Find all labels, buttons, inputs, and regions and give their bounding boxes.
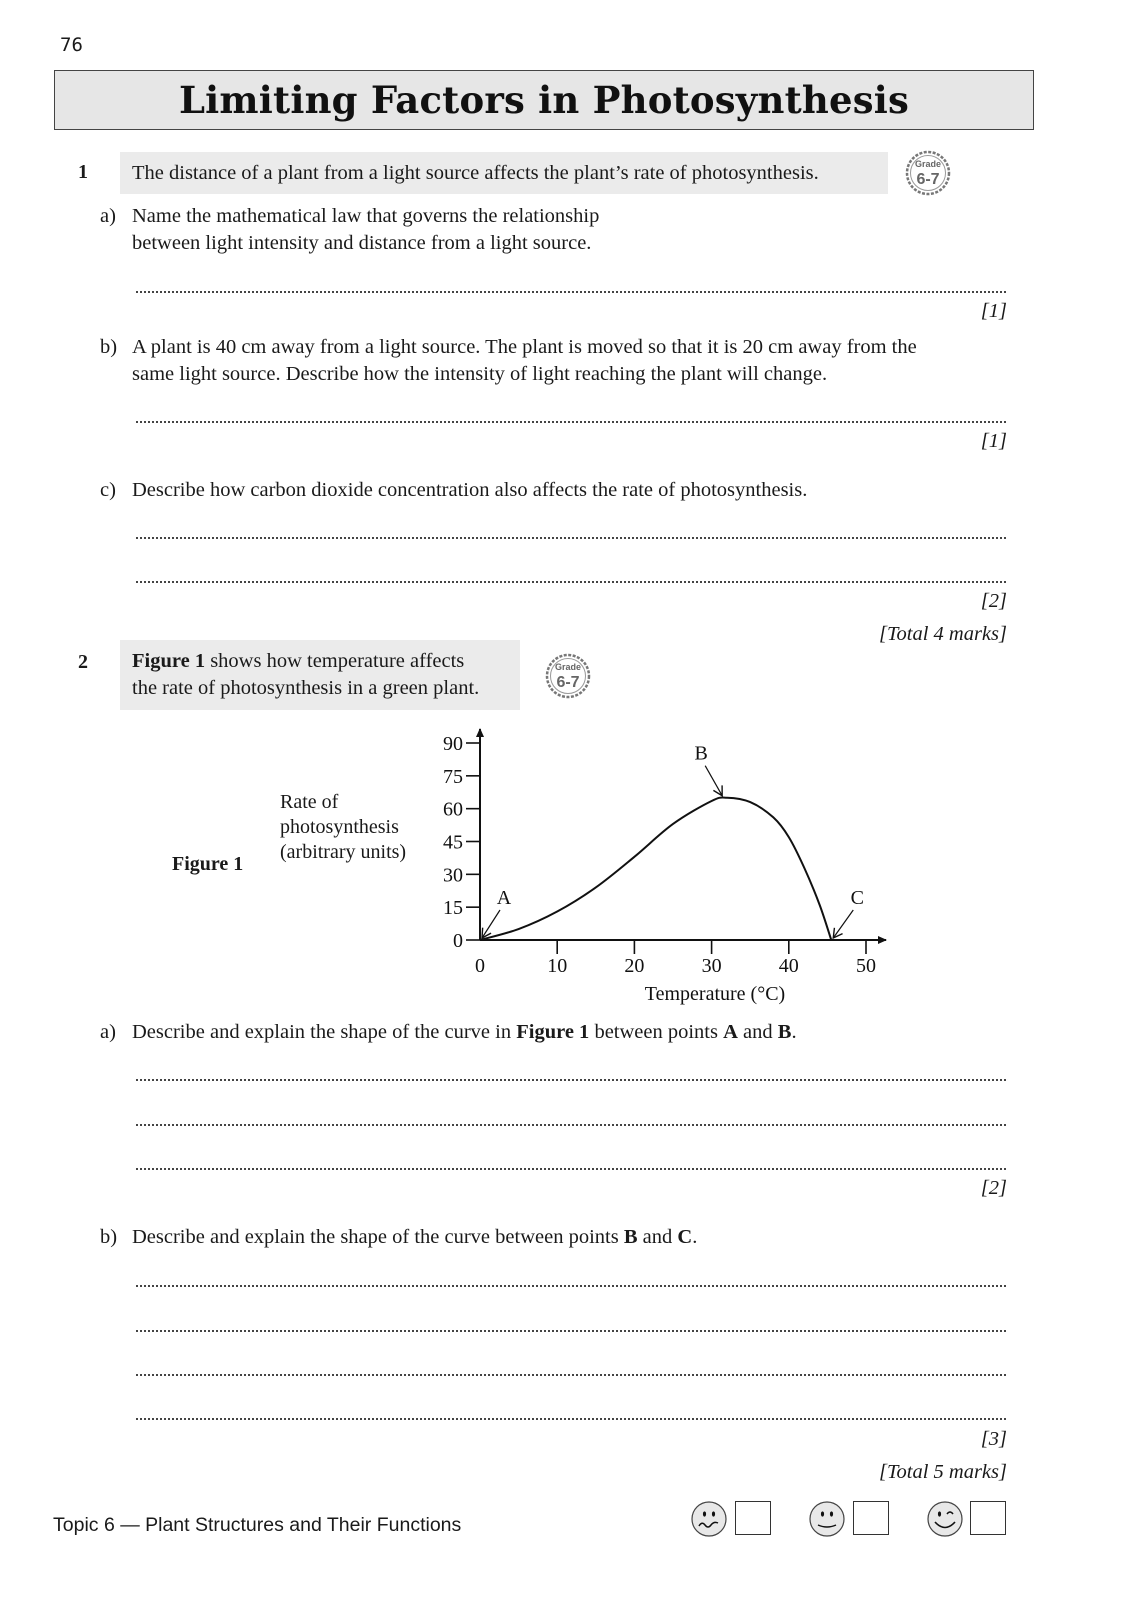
question-2a-text [132, 1019, 797, 1046]
y-tick-label: 90 [443, 733, 463, 755]
annotation-label-a: A [496, 887, 512, 909]
x-tick-label: 40 [778, 955, 799, 977]
winking-face-icon [926, 1500, 964, 1538]
y-axis-label-line: (arbitrary units) [280, 841, 407, 863]
y-tick-label: 0 [453, 930, 463, 952]
y-tick-label: 15 [443, 897, 463, 920]
page-footer-topic: Topic 6 — Plant Structures and Their Functions [53, 1514, 462, 1536]
y-tick-label: 45 [443, 831, 463, 854]
x-tick-label: 20 [624, 955, 645, 977]
question-2b-text-part: . [692, 1226, 698, 1248]
y-axis-label-line: Rate of [280, 791, 339, 813]
figure-reference: Figure 1 [516, 1021, 590, 1043]
x-tick-label: 0 [475, 955, 485, 977]
question-2b-text-part: and [637, 1226, 678, 1248]
figure-reference: Figure 1 [132, 650, 206, 672]
question-1b-line-1: A plant is 40 cm away from a light source. The plant is moved so that it is 20 cm away from the [132, 336, 917, 358]
x-tick-label: 30 [701, 955, 722, 977]
question-1-stem-text: The distance of a plant from a light source affects the plant’s rate of photosynthesis. [132, 161, 819, 184]
answer-line[interactable] [136, 1374, 1006, 1376]
question-1-total-marks: [Total 4 marks] [879, 623, 1007, 645]
series-line-rate [480, 798, 831, 940]
point-c-reference: C [677, 1226, 693, 1248]
question-1c-label: c) [100, 479, 116, 501]
y-tick-label: 60 [443, 798, 463, 821]
y-axis-label-line: photosynthesis [280, 816, 399, 838]
y-tick-label: 75 [443, 765, 463, 788]
annotation-arrow-c [833, 910, 853, 938]
figure-label: Figure 1 [172, 853, 244, 875]
answer-line[interactable] [136, 1330, 1006, 1332]
question-2a-label: a) [100, 1021, 116, 1043]
answer-line[interactable] [136, 1124, 1006, 1126]
x-tick-label: 50 [856, 955, 876, 977]
page-title: Limiting Factors in Photosynthesis [178, 78, 910, 122]
question-2b-label: b) [100, 1226, 118, 1248]
grade-badge-label: Grade [914, 159, 942, 169]
grade-badge-value: 6-7 [556, 674, 580, 691]
question-2-number: 2 [78, 651, 88, 673]
question-1c-marks: [2] [980, 590, 1007, 612]
neutral-face-icon [808, 1500, 846, 1538]
question-1b-label: b) [100, 336, 118, 358]
self-assessment-checkbox-medium[interactable] [853, 1501, 889, 1535]
annotation-arrow-b [705, 766, 722, 796]
question-2a-text-part: Describe and explain the shape of the curve in [132, 1021, 517, 1043]
question-1a-line-1: Name the mathematical law that governs the relationship [132, 205, 600, 227]
annotation-label-b: B [694, 742, 708, 765]
page-number: 76 [60, 34, 83, 56]
answer-line[interactable] [136, 1285, 1006, 1287]
self-assessment-checkbox-high[interactable] [970, 1501, 1006, 1535]
worried-face-icon [690, 1500, 728, 1538]
answer-line[interactable] [136, 1168, 1006, 1170]
x-tick-label: 10 [547, 955, 568, 977]
question-2-stem-line-2: the rate of photosynthesis in a green plant. [132, 677, 480, 699]
question-1a-line-2: between light intensity and distance from a light source. [132, 232, 592, 254]
question-2-stem-line-1: shows how temperature affects [205, 650, 465, 672]
question-1c-line-1: Describe how carbon dioxide concentration also affects the rate of photosynthesis. [132, 479, 808, 501]
question-2a-text-part: between points [589, 1021, 724, 1043]
annotation-label-c: C [850, 887, 864, 909]
x-axis-label: Temperature (°C) [644, 983, 786, 1005]
question-2b-marks: [3] [980, 1428, 1007, 1450]
point-a-reference: A [723, 1021, 738, 1043]
question-2a-text-part: . [791, 1021, 797, 1043]
question-2-total-marks: [Total 5 marks] [879, 1461, 1007, 1483]
point-b-reference: B [623, 1226, 638, 1248]
annotation-arrow-a [482, 910, 500, 938]
question-2a-text-part: and [737, 1021, 778, 1043]
answer-line[interactable] [136, 1079, 1006, 1081]
question-1-number: 1 [78, 161, 88, 183]
answer-line[interactable] [136, 1418, 1006, 1420]
point-b-reference: B [777, 1021, 792, 1043]
question-1b-marks: [1] [980, 430, 1007, 452]
question-2b-text-part: Describe and explain the shape of the curve between points [132, 1226, 624, 1248]
question-2a-marks: [2] [980, 1177, 1007, 1199]
question-1b-line-2: same light source. Describe how the intensity of light reaching the plant will change. [132, 363, 828, 385]
question-1a-label: a) [100, 205, 116, 227]
grade-badge-value: 6-7 [916, 171, 940, 188]
question-2b-text [132, 1224, 697, 1251]
self-assessment-checkbox-low[interactable] [735, 1501, 771, 1535]
grade-badge-label: Grade [554, 662, 582, 672]
question-1a-marks: [1] [980, 300, 1007, 322]
y-tick-label: 30 [443, 864, 463, 887]
